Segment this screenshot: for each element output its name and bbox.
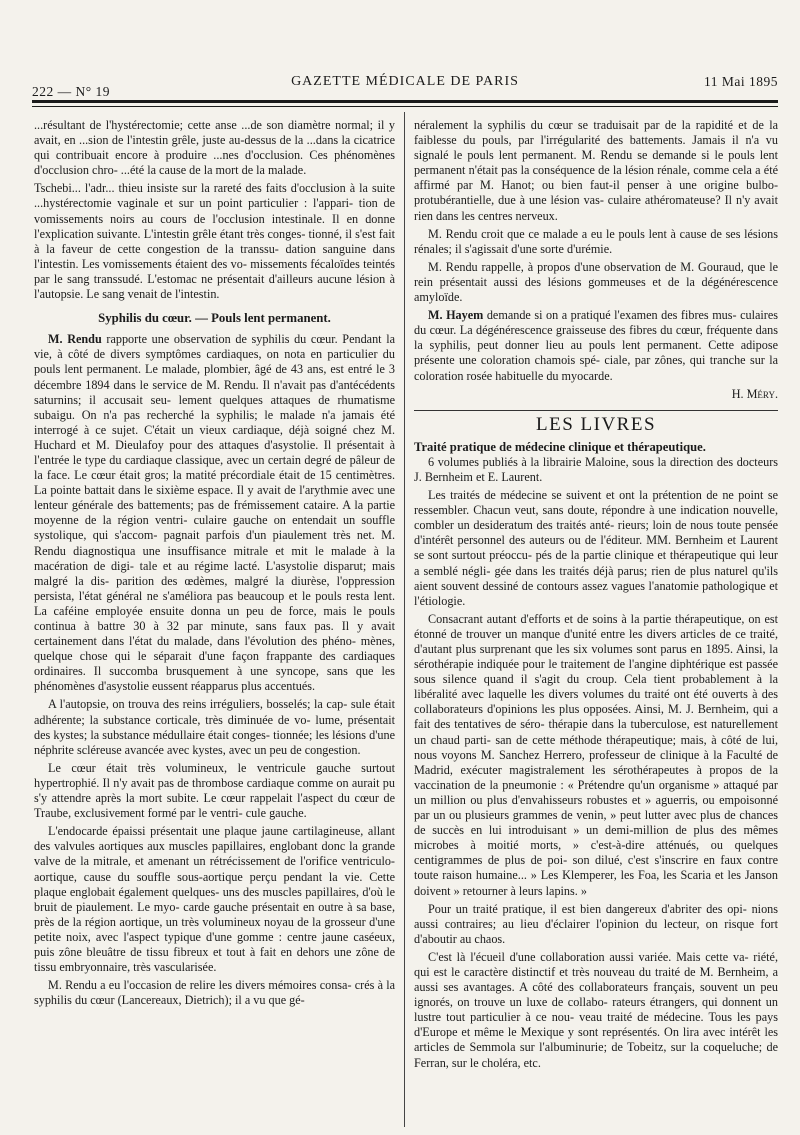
paragraph bbox=[34, 332, 395, 694]
paragraph: Le cœur était très volumineux, le ventricule gauche surtout hypertrophié. Il n'y avait pas de thrombose cardiaque comme on aurait pu s'y attendre après la mort subite. Le cœur rappelait l'aspect du cœur de Traube, exclusivement formé par le ventri- cule gauche. bbox=[34, 760, 395, 821]
paragraph: néralement la syphilis du cœur se traduisait par de la rapidité et de la faiblesse du pouls, par l'irrégularité des battements. Jamais il n'a vu signalé le pouls lent permanent. M. Rendu se demande si le pouls lent permanent n'était pas la conséquence de la lésion rénale, comme cela a été affirmé par M. Hanot; ou bien faut-il penser à une origine bulbo-protubérantielle, due à une lésion vas- culaire athéromateuse? Il n'y avait rien dans les centres nerveux. bbox=[414, 118, 778, 223]
page-number: 222 — N° 19 bbox=[32, 84, 111, 99]
page-header bbox=[32, 74, 778, 99]
paragraph: L'endocarde épaissi présentait une plaque jaune cartilagineuse, allant des valvules aortiques aux muscles papillaires, englobant donc la grande valve de la mitrale, et amenant un rétrécissement de l'orifice ventriculo-aortique, cause du souffle sous-aortique perçu pendant la vie. Cette plaque englobait également quelques- uns des muscles papillaires, d'où le bruit de piaulement. Le myo- carde gauche présentait en outre à sa base, près de la région aortique, un très volumineux noyau de la grosseur d'une petite noix, avec l'aspect typique d'une gomme : centre jaune caséeux, puis zône bleuâtre de tissu fibreux et tout à fait en dehors une zône de tissu embryonnaire, très vascularisée. bbox=[34, 824, 395, 975]
book-info: 6 volumes publiés à la librairie Maloine, sous la direction des docteurs J. Bernheim et E. Laurent. bbox=[414, 454, 778, 484]
header-rule-thin bbox=[32, 106, 778, 107]
author-signature: H. Méry. bbox=[731, 386, 778, 401]
speaker-name: M. Rendu bbox=[48, 332, 102, 347]
paragraph: M. Rendu croit que ce malade a eu le pouls lent à cause de ses lésions rénales; il s'agissait d'une sorte d'urémie. bbox=[414, 226, 778, 256]
article-subtitle: Syphilis du cœur. — Pouls lent permanent. bbox=[98, 311, 331, 326]
speaker-name: M. Hayem bbox=[428, 308, 484, 323]
paragraph: A l'autopsie, on trouva des reins irréguliers, bosselés; la cap- sule était adhérente; la substance corticale, très diminuée de vo- lume, présentait des kystes; la substance médullaire était conges- tionnée; les lésions d'une néphrite scléreuse avancée avec kystes, avec un peu de congestion. bbox=[34, 697, 395, 757]
journal-title: GAZETTE MÉDICALE DE PARIS bbox=[291, 74, 519, 89]
paragraph: M. Rendu a eu l'occasion de relire les divers mémoires consa- crés à la syphilis du cœur (Lancereaux, Dietrich); il a vu que gé- bbox=[34, 978, 395, 1008]
column-divider bbox=[404, 112, 405, 1127]
header-rule-thick bbox=[32, 100, 778, 103]
section-divider bbox=[414, 410, 778, 411]
issue-date: 11 Mai 1895 bbox=[704, 74, 778, 89]
paragraph: Les traités de médecine se suivent et ont la prétention de ne point se ressembler. Chacun veut, sans doute, répondre à une indication nouvelle, combler un desideratum des traités anté- rieurs; loin de nous toute pensée d'intérêt personnel des auteurs ou de l'éditeur. MM. Bernheim et Laurent se sont surtout préoccu- pés de la partie clinique et thérapeutique qui leur a semblé négli- gée dans les traités déjà parus; rien de plus naturel qu'ils aient souvent dessiné de contours assez vagues l'anatomie pathologique et l'étiologie. bbox=[414, 488, 778, 608]
paragraph bbox=[414, 308, 778, 383]
paragraph: Tschebi... l'adr... thieu insiste sur la rareté des faits d'occlusion à la suite ...hystérectomie vaginale et sur un point particulier : l'appari- tion de vomissements noirs au cours de l'occlusion intestinale. Il en donne l'explication suivante. L'intestin grêle étant très conges- tionné, il s'est fait à la faveur de cette congestion de la transsu- dation sanguine dans l'intestin. Les vomissements étaient des vo- missements fécaloïdes teintés par le sang transsudé. L'estomac ne présentait d'ailleurs aucune lésion à l'autopsie. Le sang venait de l'intestin. bbox=[34, 181, 395, 302]
paragraph: C'est là l'écueil d'une collaboration aussi variée. Mais cette va- riété, qui est le caractère distinctif et très nouveau du traité de M. Bernheim, a aussi ses avantages. A côté des collaborateurs français, souvent un peu ignorés, on trouve un luxe de collabo- rateurs étrangers, qui donnent un lustre tout particulier à ce nou- veau traité de médecine. Tous les pays d'Europe et même le Mexique y sont représentés. On lira avec intérêt les articles de Semmola sur l'albuminurie; de Tobeitz, sur la coqueluche; de Ferran, sur le choléra, etc. bbox=[414, 949, 778, 1070]
paragraph: M. Rendu rappelle, à propos d'une observation de M. Gouraud, que le rein présentait aussi des lésions gommeuses et de la dégénérescence amyloïde. bbox=[414, 259, 778, 305]
paragraph: ...résultant de l'hystérectomie; cette anse ...de son diamètre normal; il y avait, en ...sion de l'intestin grêle, juste au-dessus de la ...dans la cicatrice qui contribuait encore à produire ...nes d'occlusion. Ces phénomènes d'occlusion chro- ...été la cause de la mort de la malade. bbox=[34, 118, 395, 178]
left-column bbox=[34, 118, 395, 1129]
right-column bbox=[414, 118, 778, 1129]
paragraph-text: demande si on a pratiqué l'examen des fibres mus- culaires du cœur. La dégénérescence graisseuse des fibres du cœur, fréquente dans la syphilis, peut donner lieu au pouls lent permanent. Cette adipose présente une coloration chamois spé- ciale, par zônes, qui tranche sur la coloration rosée habituelle du myocarde. bbox=[414, 308, 778, 383]
paragraph: Pour un traité pratique, il est bien dangereux d'abriter des opi- nions aussi contraires; au lieu d'éclairer l'opinion du lecteur, on risque fort d'aboutir au chaos. bbox=[414, 901, 778, 946]
paragraph-text: rapporte une observation de syphilis du cœur. Pendant la vie, à côté de divers symptômes cardiaques, on nota en particulier du pouls lent permanent. Le malade, plombier, âgé de 43 ans, est entré le 3 décembre 1894 dans le service de M. Rendu. Il n'avait pas d'antécédents saturnins; il accusait seu- lement quelques attaques de rhumatisme subaigu. On n'a pas recherché la syphilis; le malade n'a jamais été interrogé à ce sujet. C'était un vieux cardiaque, déjà soigné chez M. Huchard et M. Dieulafoy pour des attaques d'asystolie. Il présentait à l'entrée le type du cardiaque classique, avec un certain degré de pâleur de la face. Le cœur était gros; la matité précordiale était de 15 centimètres. La pointe battait dans le sixième espace. Il y avait de l'arythmie avec une lenteur générale des battements; pas de frémissement cataire. A la partie moyenne de la région ventri- culaire gauche on entendait un souffle systolique, qui s'accom- pagnait parfois d'un piaulement très net. M. Rendu diagnostiqua une insuffisance mitrale et mit le malade à la macération de digi- tale et au régime lacté. L'asystolie disparut; mais malgré la dis- parition des œdèmes, malgré la diurèse, l'oppression persista, l'état général ne s'améliora pas beaucoup et le pouls resta lent. La caféine employée ensuite donna un peu de force, mais le pouls continua à battre 30 à 32 par minute, sans faux pas. Il y avait certainement dans l'état du malade, dans l'évolution des phéno- mènes, quelque chose qui le séparait d'une façon frappante des cardiaques ordinaires. Il succomba brusquement à une syncope, sans que les phénomènes d'asystolie eussent réapparus plus accentués. bbox=[34, 332, 395, 694]
paragraph: Consacrant autant d'efforts et de soins à la partie thérapeutique, on est étonné de trouver un manque d'unité entre les divers articles de ce traité, d'autant plus surprenant que les six volumes sont parus en 1895. Ainsi, la sérothérapie indiquée pour le traitement de l'angine diphtérique est passée sous silence quand il s'agit du croup. Cela tient probablement à la libéralité avec laquelle les divers volumes du traité ont été ouverts à des collaborateurs d'opinions les plus opposées. Ainsi, M. J. Bernheim, qui a fait des tentatives de séro- thérapie dans la tuberculose, est naturellement un chaud parti- san de cette méthode thérapeutique; mais, à côté de lui, nous voyons M. Sanchez Herrero, professeur de clinique à la Faculté de Madrid, exécuter magistralement les sérothérapeutes à propos de la vaccination de la pneumonie : « Prétendre qu'un organisme » attaqué par un million ou plus d'envahisseurs robustes et » aguerris, ou empoisonné par un ou plusieurs grammes de venin, » peut lutter avec plus de chances de succès en lui introduisant » un demi-million de plus des mêmes microbes à moitié morts, » c'est-à-dire atténués, ou quelques centigrammes de plus de poi- son dilué, c'est s'inscrire en faux contre toute raison humaine... » Les Klemperer, les Foa, les Scaria et les Janson doivent » retourner à leurs lapins. » bbox=[414, 611, 778, 898]
section-title: LES LIVRES bbox=[535, 413, 657, 435]
book-title: Traité pratique de médecine clinique et thérapeutique. bbox=[414, 439, 706, 454]
